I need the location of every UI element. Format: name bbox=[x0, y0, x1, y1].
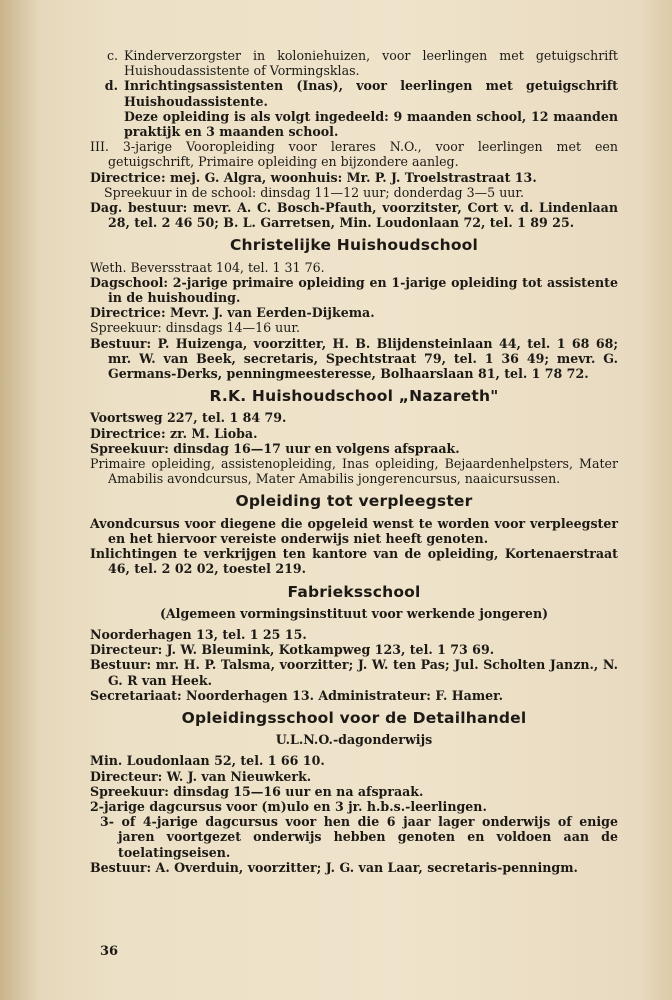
directrice-line: Directrice: Mevr. J. van Eerden-Dijkema. bbox=[90, 305, 375, 321]
spreekuur-line: Spreekuur: dinsdag 15—16 uur en na afspraak. bbox=[90, 783, 424, 799]
address-line: Voortsweg 227, tel. 1 84 79. bbox=[90, 410, 287, 426]
item-d-note: Deze opleiding is als volgt ingedeeld: 9 maanden school, 12 maanden praktijk en 3 maanden school. bbox=[124, 108, 618, 140]
item-text: Inrichtingsassistenten (Inas), voor leerlingen met getuigschrift Huishoudassistente. bbox=[124, 78, 618, 109]
dagcursus-line: 2-jarige dagcursus voor (m)ulo en 3 jr. h.b.s.-leerlingen. bbox=[90, 798, 487, 814]
dagschool-line: Dagschool: 2-jarige primaire opleiding en 1-jarige opleiding tot assistente in de huishouding. bbox=[90, 274, 618, 306]
directeur-line: Directeur: W. J. van Nieuwkerk. bbox=[90, 768, 312, 784]
dagcursus-line-2: 3- of 4-jarige dagcursus voor hen die 6 jaar lager onderwijs of enige jaren voortgezet onderwijs hebben genoten en voldoen aan de toelatingseisen. bbox=[100, 814, 618, 860]
section-title: Christelijke Huishoudschool bbox=[229, 236, 479, 255]
item-marker: c. bbox=[106, 48, 118, 63]
address-line: Min. Loudonlaan 52, tel. 1 66 10. bbox=[90, 753, 325, 769]
section-title: Fabrieksschool bbox=[287, 582, 421, 601]
bestuur-line: Dag. bestuur: mevr. A. C. Bosch-Pfauth, voorzitster, Cort v. d. Lindenlaan 28, tel. 2 46 50; B. L. Garretsen, Min. Loudonlaan 72, tel. 1 89 25. bbox=[90, 200, 618, 231]
item-iii: III. 3-jarige Vooropleiding voor lerares N.O., voor leerlingen met een getuigschrift, Primaire opleiding en bijzondere aanleg. bbox=[90, 139, 618, 170]
paragraph: Avondcursus voor diegene die opgeleid wenst te worden voor verpleegster en het hiervoor vereiste onderwijs niet heeft genoten. bbox=[90, 515, 618, 546]
secretariaat-line: Secretariaat: Noorderhagen 13. Administrateur: F. Hamer. bbox=[90, 687, 504, 703]
address-line: Noorderhagen 13, tel. 1 25 15. bbox=[90, 626, 307, 642]
spreekuur-line: Spreekuur in de school: dinsdag 11—12 uur; donderdag 3—5 uur. bbox=[104, 184, 525, 200]
list-item-d bbox=[90, 78, 618, 108]
directrice-line: Directrice: mej. G. Algra, woonhuis: Mr. P. J. Troelstrastraat 13. bbox=[90, 169, 537, 185]
list-item-c bbox=[90, 48, 618, 78]
directrice-line: Directrice: zr. M. Lioba. bbox=[90, 425, 258, 441]
section-subtitle: (Algemeen vormingsinstituut voor werkende jongeren) bbox=[159, 605, 549, 621]
spreekuur-line: Spreekuur: dinsdag 16—17 uur en volgens afspraak. bbox=[90, 440, 460, 456]
page-number: 36 bbox=[100, 944, 119, 959]
section-subtitle: U.L.N.O.-dagonderwijs bbox=[275, 732, 433, 748]
paragraph: Inlichtingen te verkrijgen ten kantore van de opleiding, Kortenaerstraat 46, tel. 2 02 02, toestel 219. bbox=[90, 546, 618, 577]
text-column bbox=[90, 48, 618, 875]
opleidingen-line: Primaire opleiding, assistenopleiding, Inas opleiding, Bejaardenhelpsters, Mater Amabilis avondcursus, Mater Amabilis jongerencursus, naaicursussen. bbox=[90, 456, 618, 487]
item-marker: d. bbox=[104, 78, 118, 94]
bestuur-line: Bestuur: A. Overduin, voorzitter; J. G. van Laar, secretaris-penningm. bbox=[90, 859, 578, 875]
section-title: R.K. Huishoudschool „Nazareth" bbox=[209, 387, 499, 406]
address-line: Weth. Beversstraat 104, tel. 1 31 76. bbox=[90, 259, 325, 275]
item-text: Kinderverzorgster in koloniehuizen, voor leerlingen met getuigschrift Huishoudassistente of Vormingsklas. bbox=[124, 48, 618, 79]
section-title: Opleiding tot verpleegster bbox=[235, 492, 473, 511]
spreekuur-line: Spreekuur: dinsdags 14—16 uur. bbox=[90, 320, 301, 336]
directeur-line: Directeur: J. W. Bleumink, Kotkampweg 123, tel. 1 73 69. bbox=[90, 642, 495, 658]
section-title: Opleidingsschool voor de Detailhandel bbox=[181, 708, 527, 727]
bestuur-line: Bestuur: P. Huizenga, voorzitter, H. B. Blijdensteinlaan 44, tel. 1 68 68; mr. W. van Beek, secretaris, Spechtstraat 79, tel. 1 36 49; mevr. G. Germans-Derks, penningmeesteresse, Bolhaarslaan 81, tel. 1 78 72. bbox=[90, 335, 618, 382]
bestuur-line: Bestuur: mr. H. P. Talsma, voorzitter; J. W. ten Pas; Jul. Scholten Janzn., N. G. R van Heek. bbox=[90, 657, 618, 688]
